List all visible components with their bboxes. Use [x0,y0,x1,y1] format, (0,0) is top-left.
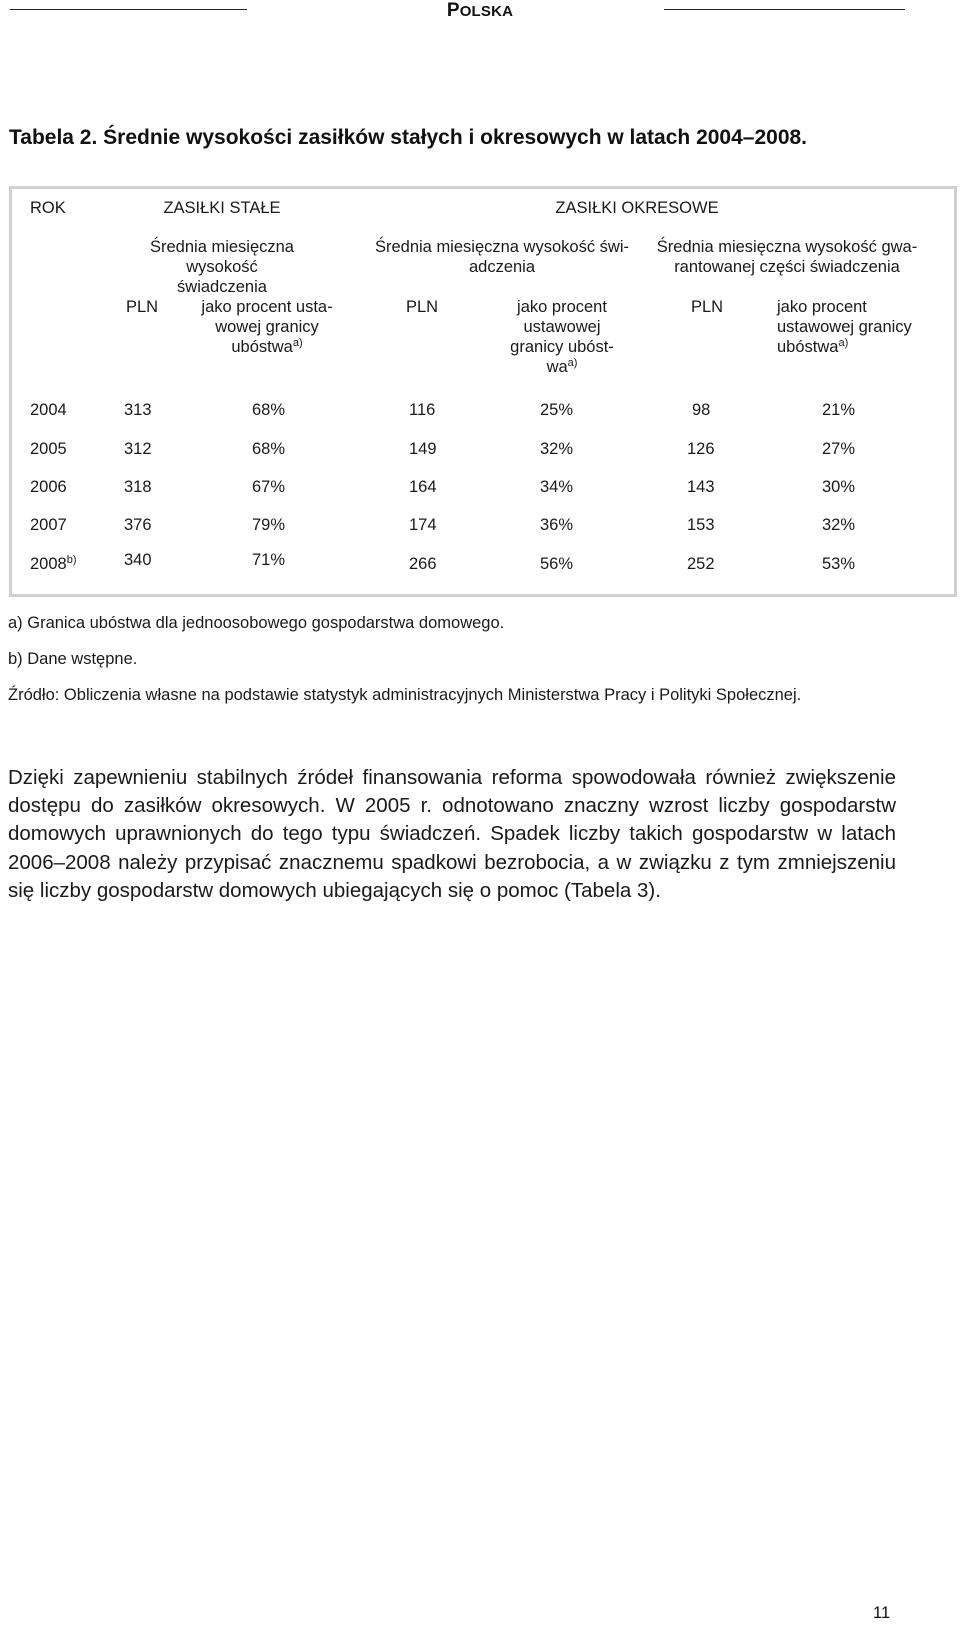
col-header-okr1-pct-line4 [492,357,632,377]
cell-okr2-pct: 21% [822,401,856,419]
cell-stale-pct: 71% [252,551,286,569]
col-header-stale-pct-word: ubóstwa [231,338,293,356]
cell-okr2-pln: 153 [687,516,715,534]
cell-stale-pct: 68% [252,401,286,419]
cell-okr2-pln: 126 [687,440,715,458]
cell-stale-pct: 68% [252,440,286,458]
cell-okr1-pln: 174 [409,516,437,534]
col-header-okr1-pct [492,297,632,377]
col-header-okr1-pct-line3: granicy ubóst- [510,338,614,356]
cell-okr1-pct: 25% [540,401,574,419]
cell-okr2-pct: 30% [822,478,856,496]
col-header-okr1-pct-line2: ustawowej [523,318,601,336]
col-header-okr2-pct-line1: jako procent [777,298,867,316]
group-header-okresowe: ZASIŁKI OKRESOWE [555,199,719,217]
col-header-okr1-pct-line1: jako procent [517,298,607,316]
subheader-okresowe-1 [362,237,642,277]
running-header-rest: OLSKA [459,3,514,20]
cell-okr2-pct: 32% [822,516,856,534]
subheader-okresowe-2-line1: Średnia miesięczna wysokość gwa- [656,238,918,256]
cell-okr2-pct: 27% [822,440,856,458]
col-header-okr2-pln: PLN [690,298,724,316]
subheader-okresowe-1-line2: adczenia [468,258,536,276]
subheader-stale-line1: Średnia miesięczna wysokość [150,238,294,276]
subheader-okresowe-1-line1: Średnia miesięczna wysokość świ- [374,238,629,256]
footnote-mark-a: a) [292,337,303,349]
cell-okr1-pct: 34% [540,478,574,496]
col-header-okr2-pct-line3 [777,337,937,357]
footnote-mark-a: a) [567,357,578,369]
group-header-stale: ZASIŁKI STAŁE [163,199,281,217]
footnote-mark-b: b) [66,554,77,566]
col-header-stale-pct [192,297,342,357]
col-header-okr1-pct-word: wa [546,358,568,376]
table-caption: Tabela 2. Średnie wysokości zasiłków stałych i okresowych w latach 2004–2008. [9,126,808,149]
cell-year: 2005 [30,440,67,458]
col-header-stale-pct-line1: jako procent usta- [201,298,333,316]
cell-okr1-pln: 266 [409,555,437,573]
col-header-stale-pct-line3 [192,337,342,357]
cell-okr2-pct: 53% [822,555,856,573]
footnote-mark-a: a) [838,337,849,349]
footnote-b: b) Dane wstępne. [8,650,138,668]
cell-okr1-pct: 56% [540,555,574,573]
cell-year [30,554,77,574]
cell-stale-pln: 313 [124,401,152,419]
cell-stale-pln: 318 [124,478,152,496]
cell-okr1-pct: 32% [540,440,574,458]
subheader-stale-line2: świadczenia [177,278,267,296]
body-paragraph-text: Dzięki zapewnieniu stabilnych źródeł finansowania reforma spowodowała również zwiększenie dostępu do zasiłków okresowych. W 2005 r. odnotowano znaczny wzrost liczby gospodarstw domowych uprawnionych do tego typu świadczeń. Spadek liczby takich gospodarstw w latach 2006–2008 należy przypisać znacznemu spadkowi bezrobocia, a w związku z tym zmniejszeniu się liczby gospodarstw domowych ubiegających się o pomoc (Tabela 3). [8,766,896,902]
subheader-okresowe-2 [647,237,927,277]
cell-okr2-pln: 252 [687,555,715,573]
cell-year: 2007 [30,516,67,534]
cell-okr1-pln: 164 [409,478,437,496]
cell-year: 2006 [30,478,67,496]
data-table [9,186,957,597]
subheader-stale [112,237,332,297]
col-header-okr2-pct-line2: ustawowej granicy [777,318,912,336]
col-header-stale-pct-line2: wowej granicy [215,318,319,336]
col-header-stale-pln: PLN [125,298,159,316]
cell-okr2-pln: 98 [692,401,711,419]
cell-stale-pln: 376 [124,516,152,534]
col-header-okr2-pct [777,297,937,357]
source-note: Źródło: Obliczenia własne na podstawie statystyk administracyjnych Ministerstwa Pracy i Polityki Społecznej. [8,686,802,704]
cell-stale-pct: 67% [252,478,286,496]
cell-okr1-pln: 149 [409,440,437,458]
cell-stale-pln: 340 [124,551,152,569]
body-paragraph [8,764,896,905]
page-number: 11 [873,1604,891,1622]
cell-year: 2004 [30,401,67,419]
running-header-initial: P [446,0,460,21]
cell-stale-pct: 79% [252,516,286,534]
cell-year-value: 2008 [30,555,67,573]
cell-okr1-pln: 116 [409,401,436,419]
running-header [0,0,960,22]
col-header-okr2-pct-word: ubóstwa [777,338,839,356]
col-header-okr1-pln: PLN [405,298,439,316]
cell-stale-pln: 312 [124,440,152,458]
footnote-a: a) Granica ubóstwa dla jednoosobowego gospodarstwa domowego. [8,614,505,632]
cell-okr2-pln: 143 [687,478,715,496]
subheader-okresowe-2-line2: rantowanej części świadczenia [674,258,900,276]
cell-okr1-pct: 36% [540,516,574,534]
col-header-rok: ROK [30,199,66,217]
